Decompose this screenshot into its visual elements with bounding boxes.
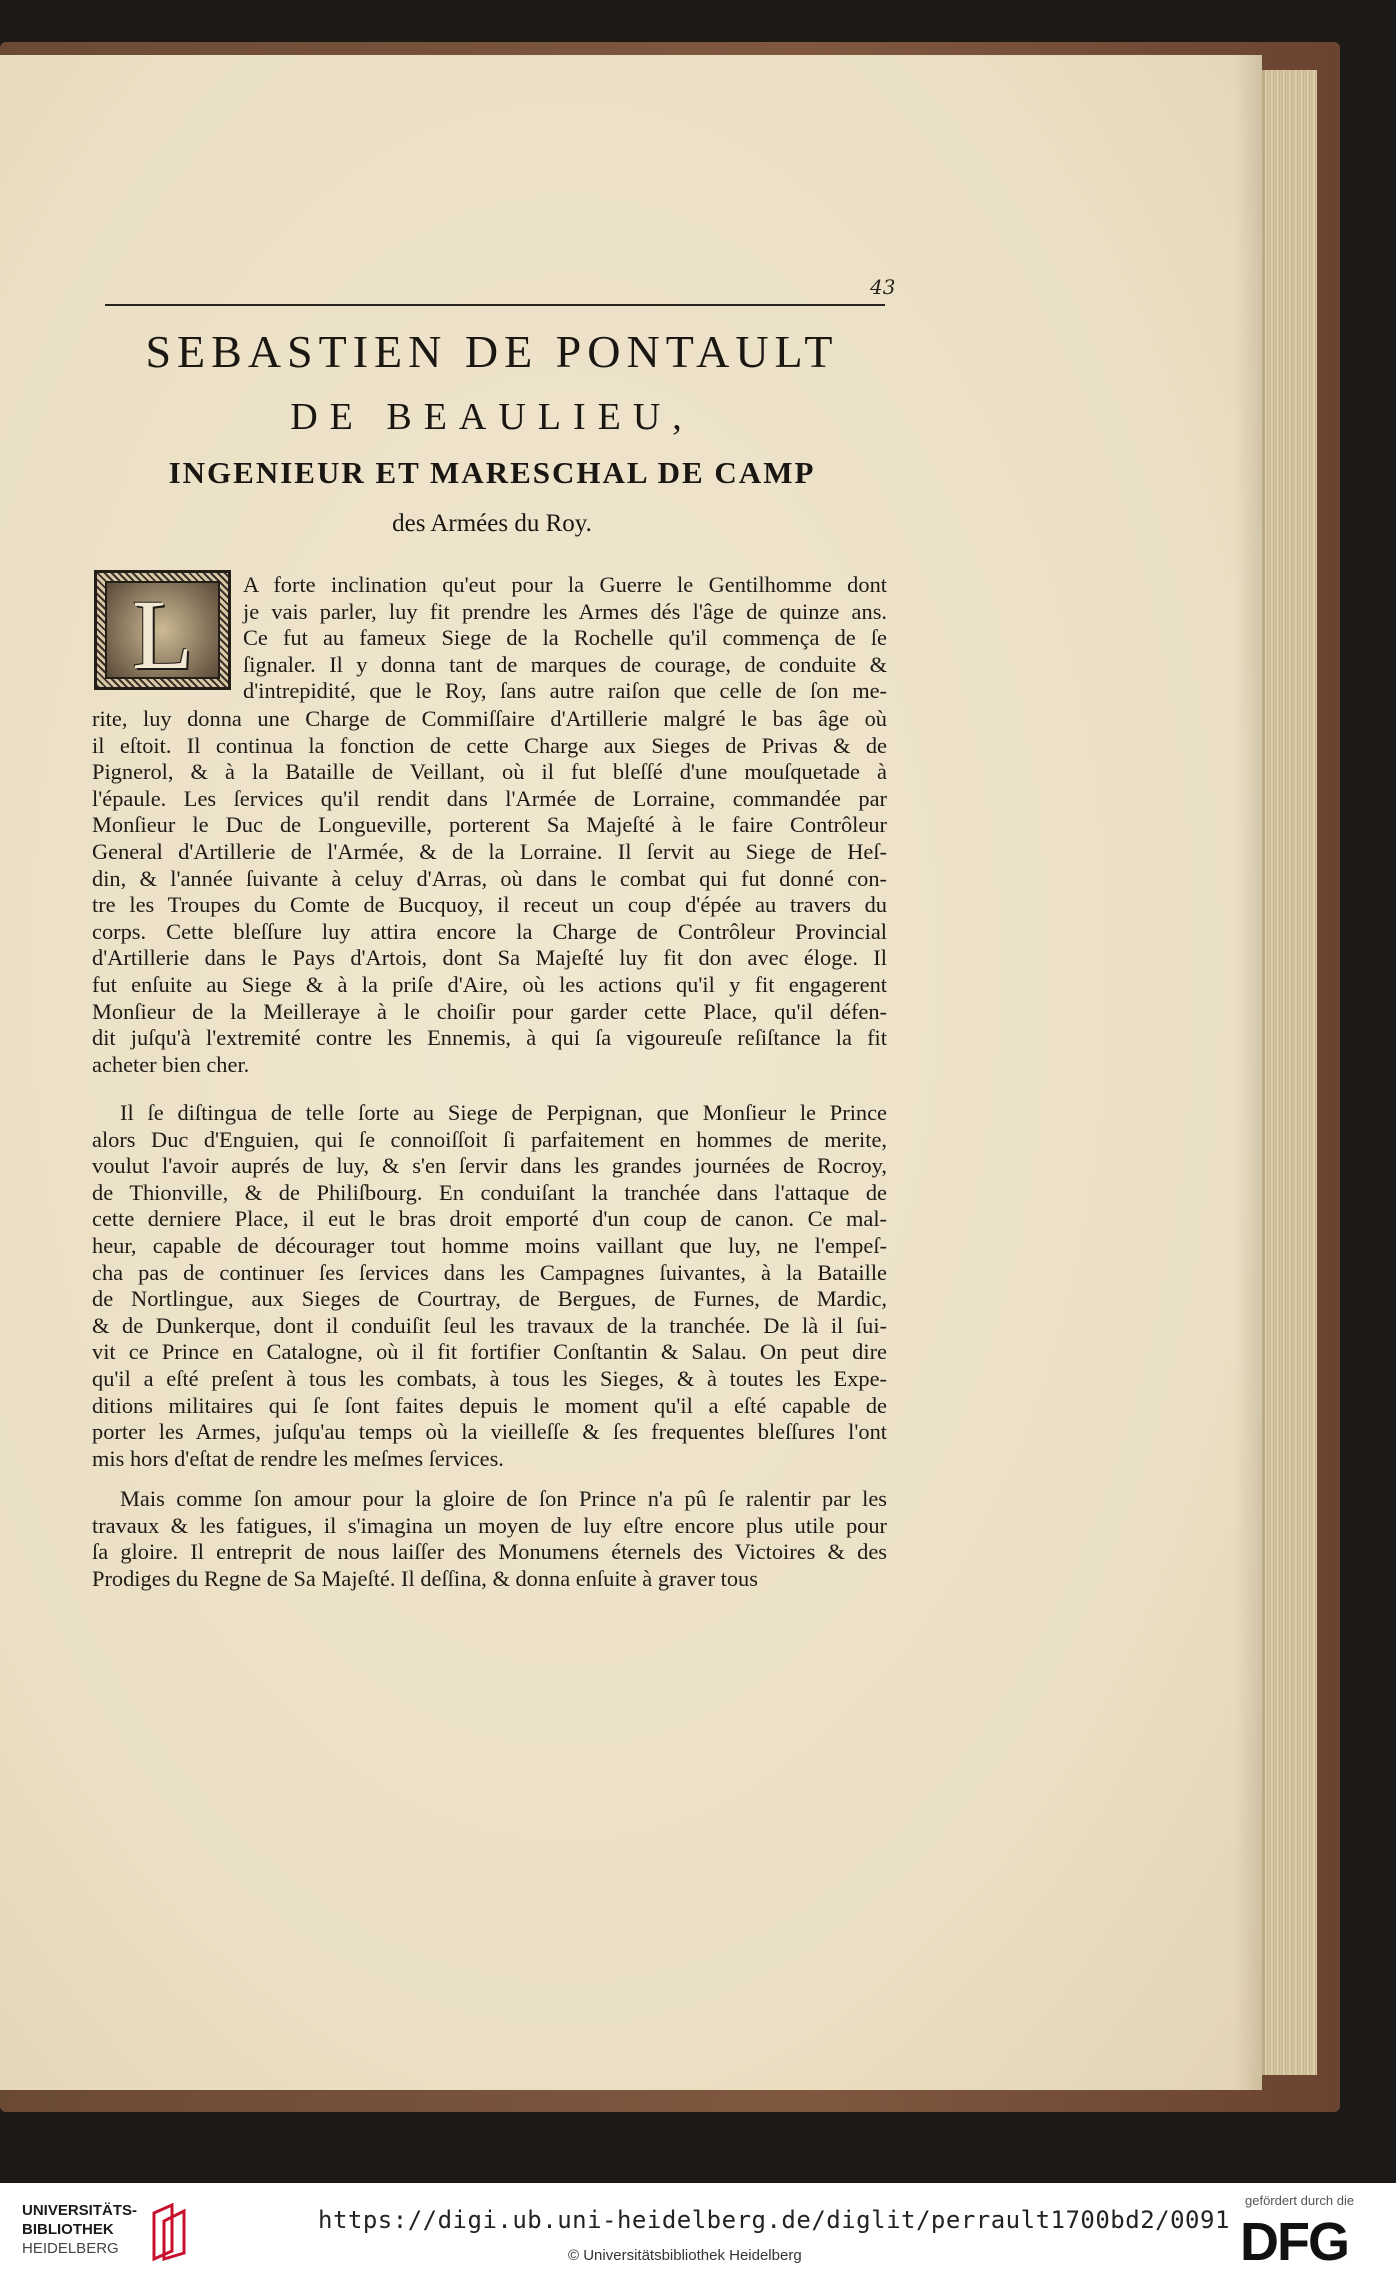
library-name-line2: BIBLIOTHEK	[22, 2221, 114, 2238]
text-line: Monſieur le Duc de Longueville, porterent Sa Majeſté à le faire Contrôleur	[92, 812, 887, 838]
text-line: je vais parler, luy fit prendre les Armes dés l'âge de quinze ans.	[243, 598, 887, 624]
text-line: d'Artillerie dans le Pays d'Artois, dont Sa Majeſté luy fit don avec éloge. Il	[92, 945, 887, 971]
dfg-logo[interactable]: DFG	[1240, 2212, 1348, 2272]
text-line: voulut l'avoir auprés de luy, & s'en ſervir dans les grandes journées de Rocroy,	[92, 1153, 887, 1179]
text-line: ditions militaires qui ſe ſont faites depuis le moment qu'il a eſté capable de	[92, 1392, 887, 1418]
text-line: & de Dunkerque, dont il conduiſit ſeul les travaux de la tranchée. De là il ſui-	[92, 1312, 887, 1338]
text-line: Mais comme ſon amour pour la gloire de ſon Prince n'a pû ſe ralentir par les	[120, 1486, 887, 1511]
text-line: porter les Armes, juſqu'au temps où la vieilleſſe & ſes frequentes bleſſures l'ont	[92, 1419, 887, 1445]
text-line: Il ſe diſtingua de telle ſorte au Siege de Perpignan, que Monſieur le Prince	[120, 1100, 887, 1125]
text-line: de Thionville, & de Philiſbourg. En conduiſant la tranchée dans l'attaque de	[92, 1179, 887, 1205]
text-line: ſa gloire. Il entreprit de nous laiſſer des Monumens éternels des Victoires & des	[92, 1539, 887, 1565]
page-edges	[1262, 70, 1317, 2075]
permalink-url[interactable]: https://digi.ub.uni-heidelberg.de/diglit/perrault1700bd2/0091	[318, 2206, 1230, 2234]
text-line: qu'il a eſté preſent à tous les combats, à tous les Sieges, & à toutes les Expe-	[92, 1365, 887, 1391]
text-line: travaux & les fatigues, il s'imagina un moyen de luy eſtre encore plus utile pour	[92, 1512, 887, 1538]
text-line: corps. Cette bleſſure luy attira encore la Charge de Contrôleur Provincial	[92, 918, 887, 944]
text-line: d'intrepidité, que le Roy, ſans autre raiſon que celle de ſon me-	[243, 678, 887, 704]
text-line: acheter bien cher.	[92, 1051, 250, 1077]
funding-caption: gefördert durch die	[1245, 2193, 1355, 2208]
text-line: heur, capable de décourager tout homme moins vaillant que luy, ne l'empeſ-	[92, 1232, 887, 1258]
text-line: l'épaule. Les ſervices qu'il rendit dans l'Armée de Lorraine, commandée par	[92, 785, 887, 811]
text-line: dit juſqu'à l'extremité contre les Ennemis, à qui ſa vigoureuſe reſiſtance la fit	[92, 1025, 887, 1051]
page-shadow	[1235, 55, 1265, 2090]
initial-letter: L	[131, 579, 194, 690]
text-line: Ce fut au fameux Siege de la Rochelle qu'il commença de ſe	[243, 625, 887, 651]
text-line: mis hors d'eſtat de rendre les meſmes ſervices.	[92, 1445, 504, 1471]
text-line: rite, luy donna une Charge de Commiſſaire d'Artillerie malgré le bas âge où	[92, 706, 887, 731]
text-line: il eſtoit. Il continua la fonction de cette Charge aux Sieges de Privas & de	[92, 732, 887, 758]
text-line: alors Duc d'Enguien, qui ſe connoiſſoit ſi parfaitement en hommes de merite,	[92, 1126, 887, 1152]
title-subtitle: des Armées du Roy.	[392, 510, 592, 537]
text-line: vit ce Prince en Catalogne, où il fit fortifier Conſtantin & Salau. On peut dire	[92, 1339, 887, 1365]
title-name-cont: DE BEAULIEU,	[290, 396, 694, 438]
viewer-footer	[0, 2183, 1396, 2283]
text-line: Pignerol, & à la Bataille de Veillant, où il fut bleſſé d'une mouſquetade à	[92, 759, 887, 785]
decorated-initial	[94, 570, 231, 690]
text-line: Prodiges du Regne de Sa Majeſté. Il deſſina, & donna enſuite à graver tous	[92, 1565, 758, 1591]
text-line: Monſieur de la Meilleraye à le choiſir pour garder cette Place, qu'il défen-	[92, 998, 887, 1024]
title-name: SEBASTIEN DE PONTAULT	[145, 326, 839, 377]
text-line: tre les Troupes du Comte de Bucquoy, il receut un coup d'épée au travers du	[92, 892, 887, 918]
library-mark-icon	[150, 2203, 190, 2261]
text-line: de Nortlingue, aux Sieges de Courtray, de Bergues, de Furnes, de Mardic,	[92, 1286, 887, 1312]
library-name-line1: UNIVERSITÄTS-	[22, 2202, 138, 2219]
text-line: din, & l'année ſuivante à celuy d'Arras, où dans le combat qui fut donné con-	[92, 865, 887, 891]
copyright-notice: © Universitätsbibliothek Heidelberg	[568, 2247, 802, 2264]
text-line: General d'Artillerie de l'Armée, & de la Lorraine. Il ſervit au Siege de Heſ-	[92, 838, 887, 864]
text-line: A forte inclination qu'eut pour la Guerre le Gentilhomme dont	[243, 572, 887, 597]
text-line: fut enſuite au Siege & à la priſe d'Aire, où les actions qu'il y fit engagerent	[92, 971, 887, 997]
paragraph-3	[92, 1486, 887, 1592]
text-line: cha pas de continuer ſes ſervices dans les Campagnes ſuivantes, à la Bataille	[92, 1259, 887, 1285]
text-line: ſignaler. Il y donna tant de marques de courage, de conduite &	[243, 651, 887, 677]
library-name-line3: HEIDELBERG	[22, 2240, 119, 2257]
title-rank: INGENIEUR ET MARESCHAL DE CAMP	[168, 455, 816, 490]
paragraph-1	[92, 706, 887, 1078]
decorated-initial-frame	[105, 579, 220, 690]
text-line: cette derniere Place, il eut le bras droit emporté d'un coup de canon. Ce mal-	[92, 1206, 887, 1232]
header-rule	[105, 304, 885, 306]
paragraph-2	[92, 1100, 887, 1472]
page-number: 43	[870, 275, 896, 299]
